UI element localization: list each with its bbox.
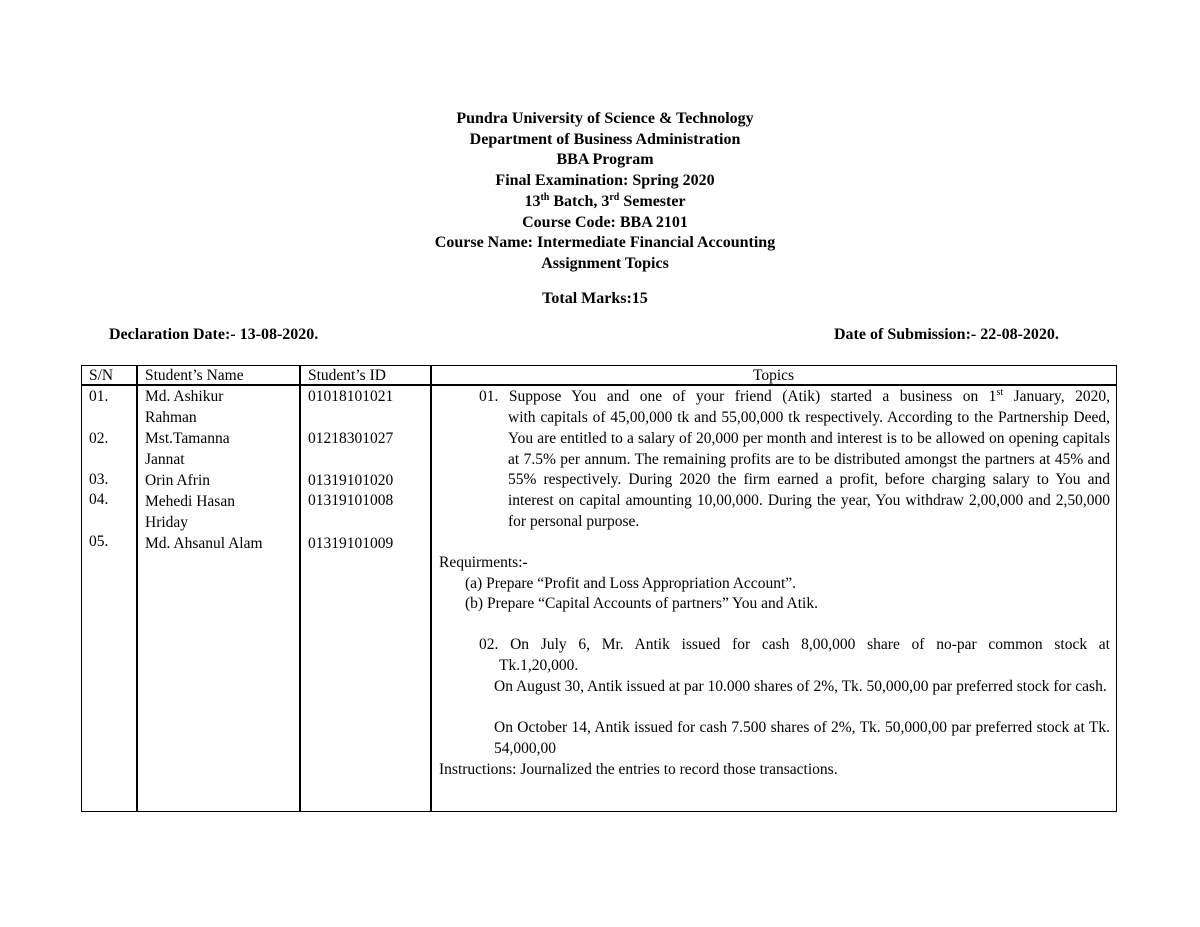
row-sn: 04. [89, 491, 109, 508]
sn-header: S/N [89, 367, 114, 384]
document-header [0, 109, 1200, 275]
topics-header: Topics [752, 367, 795, 384]
course-name: Course Name: Intermediate Financial Accounting [434, 234, 776, 252]
date-ordinal: st [996, 387, 1004, 398]
semester-ordinal: rd [609, 191, 620, 203]
name-line: Orin Afrin [145, 472, 211, 489]
department-name: Department of Business Administration [469, 130, 741, 148]
course-code: Course Code: BBA 2101 [522, 213, 688, 231]
batch-ordinal: th [540, 191, 550, 203]
submission-date: Date of Submission:- 22-08-2020. [834, 326, 1059, 343]
row-name [145, 534, 263, 555]
name-line: Hriday [145, 513, 189, 531]
row-sn: 05. [89, 533, 109, 550]
topic-1-first-line [479, 387, 1110, 408]
row-sn: 02. [89, 430, 109, 447]
name-header: Student’s Name [145, 367, 244, 384]
requirement-b: (b) Prepare “Capital Accounts of partners” You and Atik. [465, 595, 818, 612]
name-line: Jannat [145, 450, 185, 468]
name-line: Mst.Tamanna [145, 430, 230, 447]
university-name: Pundra University of Science & Technology [456, 110, 754, 127]
topic-2-amount: Tk.1,20,000. [499, 657, 579, 674]
row-name [145, 429, 230, 470]
exam-name: Final Examination: Spring 2020 [495, 172, 715, 190]
assignment-title: Assignment Topics [541, 254, 669, 272]
semester-text: Semester [619, 192, 686, 210]
declaration-date: Declaration Date:- 13-08-2020. [109, 326, 319, 343]
batch-number: 13 [524, 192, 541, 210]
topic-2-first-line: 02. On July 6, Mr. Antik issued for cash 8,00,000 share of no-par common stock at [479, 636, 1110, 653]
topic-1-date-tail: January, 2020, [1003, 388, 1110, 405]
row-name [145, 471, 210, 492]
row-id: 01218301027 [308, 430, 394, 447]
requirement-a: (a) Prepare “Profit and Loss Appropriation Account”. [465, 575, 797, 592]
row-name [145, 492, 235, 533]
topic-2-august: On August 30, Antik issued at par 10.000 shares of 2%, Tk. 50,000,00 par preferred stock for cash. [494, 678, 1107, 695]
row-id: 01319101009 [308, 535, 394, 552]
row-id: 01018101021 [308, 388, 394, 405]
requirements-label: Requirments:- [439, 554, 528, 571]
column-divider [430, 366, 432, 811]
row-sn: 01. [89, 388, 109, 405]
instructions-text: Instructions: Journalized the entries to record those transactions. [439, 761, 838, 778]
row-id: 01319101008 [308, 492, 394, 509]
column-divider [136, 366, 138, 811]
column-divider [299, 366, 301, 811]
batch-text: Batch, 3 [549, 192, 610, 210]
program-name: BBA Program [556, 151, 654, 169]
batch-semester [0, 192, 1200, 213]
topic-2-october: On October 14, Antik issued for cash 7.500 shares of 2%, Tk. 50,000,00 par preferred stock at Tk. 54,000,00 [494, 719, 1110, 757]
row-name [145, 387, 223, 428]
name-line: Md. Ashikur [145, 388, 224, 405]
row-sn: 03. [89, 471, 109, 488]
row-id: 01319101020 [308, 472, 394, 489]
id-header: Student’s ID [308, 367, 386, 384]
topic-1-lead: 01. Suppose You and one of your friend (Atik) started a business on 1 [479, 388, 997, 405]
total-marks: Total Marks:15 [542, 290, 648, 307]
name-line: Md. Ahsanul Alam [145, 535, 263, 552]
name-line: Mehedi Hasan [145, 493, 235, 510]
topic-1-body: with capitals of 45,00,000 tk and 55,00,000 tk respectively. According to the Partnership Deed, You are entitled to a salary of 20,000 per month and interest is to be allowed on opening capitals at 7.5% per annum. The remaining profits are to be distributed amongst the partners at 45% and 55% respectively. During 2020 the firm earned a profit, before charging salary to You and interest on capital amounting 10,00,000. During the year, You withdraw 2,00,000 and 2,50,000 for personal purpose. [508, 409, 1110, 530]
assignment-table [81, 365, 1117, 812]
name-line: Rahman [145, 408, 197, 426]
